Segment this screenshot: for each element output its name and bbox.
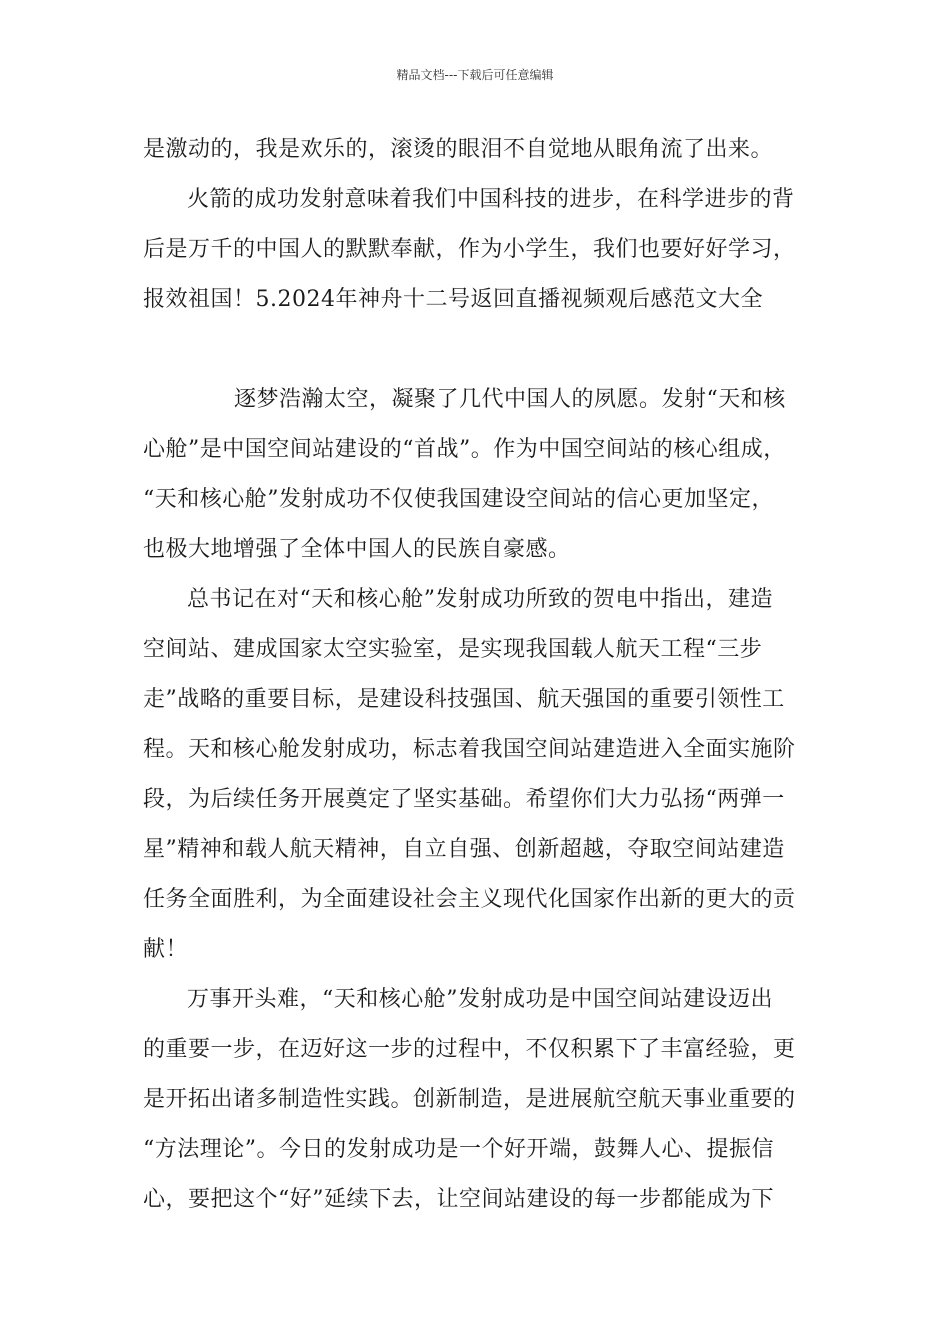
text-line: 献！ xyxy=(143,937,189,962)
text-line: 逐梦浩瀚太空，凝聚了几代中国人的夙愿。发射“天和核 xyxy=(234,387,786,412)
text-line: “方法理论”。今日的发射成功是一个好开端，鼓舞人心、提振信 xyxy=(143,1137,774,1162)
text-line: 万事开头难，“天和核心舱”发射成功是中国空间站建设迈出 xyxy=(187,987,773,1012)
text-line: 的重要一步，在迈好这一步的过程中，不仅积累下了丰富经验，更 xyxy=(143,1037,796,1062)
text-line: 程。天和核心舱发射成功，标志着我国空间站建造进入全面实施阶 xyxy=(143,737,796,762)
text-line: “天和核心舱”发射成功不仅使我国建设空间站的信心更加坚定， xyxy=(143,487,774,512)
text-line: 火箭的成功发射意味着我们中国科技的进步，在科学进步的背 xyxy=(187,187,795,212)
text-line: 后是万千的中国人的默默奉献，作为小学生，我们也要好好学习， xyxy=(143,237,796,262)
text-line: 是激动的，我是欢乐的，滚烫的眼泪不自觉地从眼角流了出来。 xyxy=(143,137,774,162)
text-line: 报效祖国！5.2024年神舟十二号返回直播视频观后感范文大全 xyxy=(143,287,763,312)
text-line: 也极大地增强了全体中国人的民族自豪感。 xyxy=(143,537,571,562)
text-line: 空间站、建成国家太空实验室，是实现我国载人航天工程“三步 xyxy=(143,637,763,662)
text-line: 心舱”是中国空间站建设的“首战”。作为中国空间站的核心组成， xyxy=(143,437,786,462)
text-line: 总书记在对“天和核心舱”发射成功所致的贺电中指出，建造 xyxy=(187,587,773,612)
text-line: 心，要把这个“好”延续下去，让空间站建设的每一步都能成为下 xyxy=(143,1187,774,1212)
text-line: 段，为后续任务开展奠定了坚实基础。希望你们大力弘扬“两弹一 xyxy=(143,787,785,812)
text-line: 走”战略的重要目标，是建设科技强国、航天强国的重要引领性工 xyxy=(143,687,785,712)
page-header: 精品文档---下载后可任意编辑 xyxy=(396,68,554,82)
text-line: 任务全面胜利，为全面建设社会主义现代化国家作出新的更大的贡 xyxy=(143,887,796,912)
text-line: 星”精神和载人航天精神，自立自强、创新超越，夺取空间站建造 xyxy=(143,837,785,862)
text-line: 是开拓出诸多制造性实践。创新制造，是进展航空航天事业重要的 xyxy=(143,1087,796,1112)
